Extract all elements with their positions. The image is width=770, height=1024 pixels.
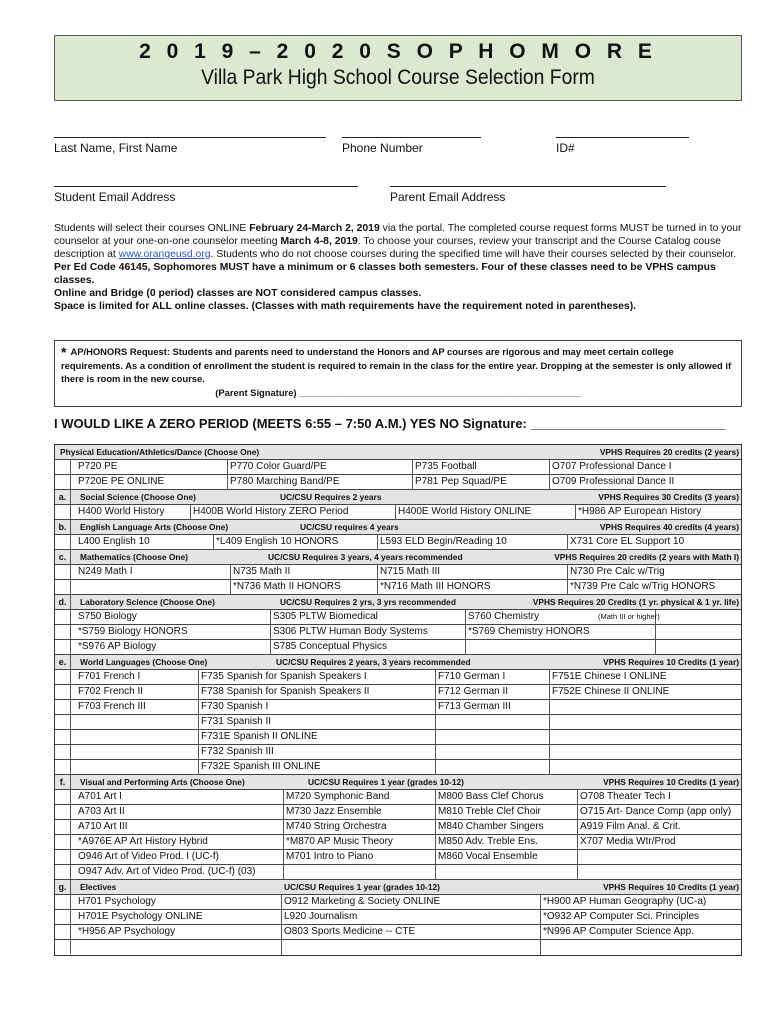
empty-cell — [75, 760, 198, 774]
section-header-wl — [55, 655, 741, 670]
asterisk-icon: * — [61, 344, 67, 360]
parent-email-field[interactable]: Parent Email Address — [390, 186, 666, 204]
row-label-cell — [55, 670, 71, 684]
section-title: Social Science (Choose One) — [80, 492, 196, 502]
section-title: Visual and Performing Arts (Choose One) — [80, 777, 245, 787]
course-option[interactable]: P781 Pep Squad/PE — [415, 476, 507, 487]
row-label-cell — [55, 820, 71, 834]
course-option[interactable]: P770 Color Guard/PE — [230, 461, 327, 472]
empty-cell — [435, 865, 577, 879]
empty-cell — [595, 640, 681, 654]
row-label-cell — [55, 865, 71, 879]
course-option[interactable]: F701 French I — [78, 671, 141, 682]
course-option[interactable]: O709 Professional Dance II — [552, 476, 675, 487]
course-option[interactable]: L400 English 10 — [78, 536, 150, 547]
section-title: Electives — [80, 882, 117, 892]
parent-signature-line[interactable]: (Parent Signature) ______________________________________________________ — [215, 387, 581, 398]
course-row — [55, 565, 741, 580]
empty-cell — [435, 730, 549, 744]
row-label-cell — [55, 835, 71, 849]
section-label: b. — [55, 520, 71, 534]
name-field[interactable]: Last Name, First Name — [54, 137, 326, 155]
empty-cell — [75, 940, 281, 954]
course-option[interactable]: P720E PE ONLINE — [78, 476, 165, 487]
course-option[interactable]: F731E Spanish II ONLINE — [201, 731, 318, 742]
empty-cell — [435, 715, 549, 729]
section-label: a. — [55, 490, 71, 504]
section-header-sci — [55, 595, 741, 610]
empty-cell — [549, 760, 741, 774]
course-row — [55, 910, 741, 925]
uc-csu-requirement: UC/CSU Requires 2 yrs, 3 yrs recommended — [280, 597, 456, 607]
phone-field[interactable]: Phone Number — [342, 137, 481, 155]
course-option[interactable]: M730 Jazz Ensemble — [286, 806, 382, 817]
course-option[interactable]: M720 Symphonic Band — [286, 791, 390, 802]
course-row — [55, 535, 741, 550]
section-label: c. — [55, 550, 71, 564]
empty-cell — [75, 745, 198, 759]
zero-period-request[interactable]: I WOULD LIKE A ZERO PERIOD (MEETS 6:55 – 7:50 A.M.) YES NO Signature: ___________________________ — [54, 416, 726, 431]
uc-csu-requirement: UC/CSU Requires 2 years — [280, 492, 382, 502]
notice-text: AP/HONORS Request: Students and parents need to understand the Honors and AP courses are rigorous and may meet certain college requirements. As a condition of enrollment the student is required to remain in the class for the entire year. Dropping at the semester is only allowed if there is room in the new course. — [61, 346, 732, 384]
empty-cell — [75, 730, 198, 744]
vphs-requirement: VPHS Requires 20 credits (2 years with Math I) — [554, 552, 739, 562]
course-option[interactable]: P735 Football — [415, 461, 477, 472]
course-row — [55, 730, 741, 745]
section-title: Physical Education/Athletics/Dance (Choose One) — [60, 447, 260, 457]
empty-cell — [595, 625, 681, 639]
course-option[interactable]: S306 PLTW Human Body Systems — [273, 626, 428, 637]
ap-honors-notice — [54, 340, 742, 407]
course-option[interactable]: O715 Art- Dance Comp (app only) — [580, 806, 732, 817]
intro-meeting-dates: March 4-8, 2019 — [280, 236, 358, 247]
intro-online-note: Online and Bridge (0 period) classes are NOT considered campus classes. — [54, 288, 422, 299]
empty-cell — [435, 760, 549, 774]
course-option[interactable]: N715 Math III — [380, 566, 441, 577]
empty-cell — [577, 865, 741, 879]
course-option[interactable]: F738 Spanish for Spanish Speakers II — [201, 686, 370, 697]
course-row — [55, 460, 741, 475]
course-option[interactable]: *S976 AP Biology — [78, 641, 157, 652]
course-option[interactable]: P720 PE — [78, 461, 118, 472]
course-row — [55, 475, 741, 490]
course-option[interactable]: O946 Art of Video Prod. I (UC-f) — [78, 851, 219, 862]
form-title-grade: 2 0 1 9 – 2 0 2 0 S O P H O M O R E — [139, 40, 657, 63]
course-row — [55, 670, 741, 685]
course-option[interactable]: M850 Adv. Treble Ens. — [438, 836, 538, 847]
row-label-cell — [55, 805, 71, 819]
course-option[interactable]: O803 Sports Medicine -- CTE — [284, 926, 416, 937]
course-row — [55, 820, 741, 835]
empty-cell — [75, 715, 198, 729]
row-label-cell — [55, 910, 71, 924]
intro-text: Students will select their courses ONLINE — [54, 223, 250, 234]
course-option[interactable]: X731 Core EL Support 10 — [570, 536, 685, 547]
row-label-cell — [55, 610, 71, 624]
intro-space-note: Space is limited for ALL online classes. (Classes with math requirements have the requirement noted in parentheses). — [54, 301, 637, 312]
course-option[interactable]: O708 Theater Tech I — [580, 791, 671, 802]
course-option[interactable]: H701 Psychology — [78, 896, 156, 907]
course-option[interactable]: S750 Biology — [78, 611, 137, 622]
course-row — [55, 505, 741, 520]
section-header-pe — [55, 445, 741, 460]
course-option[interactable]: M701 Intro to Piano — [286, 851, 374, 862]
course-option[interactable]: (Math III or higher) — [598, 612, 660, 621]
row-label-cell — [55, 625, 71, 639]
row-label-cell — [55, 580, 71, 594]
course-option[interactable]: A919 Film Anal. & Crit. — [580, 821, 681, 832]
course-option[interactable]: *H900 AP Human Geography (UC-a) — [543, 896, 707, 907]
uc-csu-requirement: UC/CSU Requires 2 years, 3 years recommended — [276, 657, 471, 667]
empty-cell — [549, 700, 741, 714]
catalog-link[interactable]: www.orangeusd.org — [118, 249, 211, 260]
row-label-cell — [55, 850, 71, 864]
course-option[interactable]: N249 Math I — [78, 566, 133, 577]
course-option[interactable]: F730 Spanish I — [201, 701, 269, 712]
course-option[interactable]: N730 Pre Calc w/Trig — [570, 566, 665, 577]
section-label: d. — [55, 595, 71, 609]
course-option[interactable]: F710 German I — [438, 671, 506, 682]
course-option[interactable]: F732E Spanish III ONLINE — [201, 761, 321, 772]
course-option[interactable]: *S769 Chemistry HONORS — [468, 626, 590, 637]
course-option[interactable]: M740 String Orchestra — [286, 821, 387, 832]
course-option[interactable]: S760 Chemistry — [468, 611, 540, 622]
course-option[interactable]: *H986 AP European History — [578, 506, 702, 517]
row-label-cell — [55, 460, 71, 474]
row-label-cell — [55, 760, 71, 774]
course-option[interactable]: L920 Journalism — [284, 911, 358, 922]
row-label-cell — [55, 895, 71, 909]
course-option[interactable]: F732 Spanish III — [201, 746, 274, 757]
student-email-field[interactable]: Student Email Address — [54, 186, 358, 204]
row-label-cell — [55, 505, 71, 519]
course-row — [55, 925, 741, 940]
section-header-ela — [55, 520, 741, 535]
uc-csu-requirement: UC/CSU Requires 1 year (grades 10-12) — [284, 882, 440, 892]
intro-text: . To choose your courses, review your transcript and the Course Catalog couse description at — [54, 236, 721, 260]
row-label-cell — [55, 715, 71, 729]
course-option[interactable]: H400B World History ZERO Period — [193, 506, 349, 517]
course-option[interactable]: *M870 AP Music Theory — [286, 836, 393, 847]
section-title: World Languages (Choose One) — [80, 657, 208, 667]
course-option[interactable]: A710 Art III — [78, 821, 128, 832]
form-title-school: Villa Park High School Course Selection Form — [201, 66, 595, 89]
course-option[interactable]: F713 German III — [438, 701, 511, 712]
section-label: f. — [55, 775, 71, 789]
course-row — [55, 865, 741, 880]
course-row — [55, 745, 741, 760]
empty-cell — [283, 865, 435, 879]
course-option[interactable]: O912 Marketing & Society ONLINE — [284, 896, 441, 907]
empty-cell — [577, 850, 741, 864]
course-option[interactable]: *L409 English 10 HONORS — [216, 536, 339, 547]
empty-cell — [540, 940, 741, 954]
course-option[interactable]: P780 Marching Band/PE — [230, 476, 340, 487]
course-option[interactable]: *O932 AP Computer Sci. Principles — [543, 911, 700, 922]
course-option[interactable]: S305 PLTW Biomedical — [273, 611, 378, 622]
course-option[interactable]: *N996 AP Computer Science App. — [543, 926, 695, 937]
section-title: Mathematics (Choose One) — [80, 552, 188, 562]
course-row — [55, 760, 741, 775]
course-row — [55, 850, 741, 865]
course-row — [55, 790, 741, 805]
empty-cell — [75, 580, 230, 594]
course-option[interactable]: *N739 Pre Calc w/Trig HONORS — [570, 581, 716, 592]
course-option[interactable]: O707 Professional Dance I — [552, 461, 672, 472]
uc-csu-requirement: UC/CSU requires 4 years — [300, 522, 399, 532]
section-header-vpa — [55, 775, 741, 790]
course-row — [55, 940, 741, 955]
row-label-cell — [55, 640, 71, 654]
row-label-cell — [55, 685, 71, 699]
course-row — [55, 685, 741, 700]
course-option[interactable]: M860 Vocal Ensemble — [438, 851, 538, 862]
intro-text: . Students who do not choose courses during the specified time will have their courses selected by their counselor. — [210, 249, 737, 260]
course-option[interactable]: X707 Media Wtr/Prod — [580, 836, 676, 847]
course-option[interactable]: A701 Art I — [78, 791, 122, 802]
course-option[interactable]: *N716 Math III HONORS — [380, 581, 491, 592]
section-title: English Language Arts (Choose One) — [80, 522, 229, 532]
course-option[interactable]: L593 ELD Begin/Reading 10 — [380, 536, 507, 547]
course-option[interactable]: F712 German II — [438, 686, 509, 697]
row-label-cell — [55, 475, 71, 489]
course-option[interactable]: F703 French III — [78, 701, 146, 712]
course-grid — [54, 444, 742, 956]
row-label-cell — [55, 535, 71, 549]
section-header-ss — [55, 490, 741, 505]
course-option[interactable]: M800 Bass Clef Chorus — [438, 791, 544, 802]
vphs-requirement: VPHS Requires 10 Credits (1 year) — [603, 657, 739, 667]
uc-csu-requirement: UC/CSU Requires 1 year (grades 10-12) — [308, 777, 464, 787]
row-label-cell — [55, 790, 71, 804]
course-row — [55, 805, 741, 820]
row-label-cell — [55, 730, 71, 744]
course-option[interactable]: H400 World History — [78, 506, 165, 517]
vphs-requirement: VPHS Requires 10 Credits (1 year) — [603, 882, 739, 892]
empty-cell — [281, 940, 540, 954]
section-header-math — [55, 550, 741, 565]
course-row — [55, 700, 741, 715]
empty-cell — [549, 715, 741, 729]
row-label-cell — [55, 745, 71, 759]
section-label: g. — [55, 880, 71, 894]
course-option[interactable]: O947 Adv. Art of Video Prod. (UC-f) (03) — [78, 866, 256, 877]
empty-cell — [435, 745, 549, 759]
course-option[interactable]: F751E Chinese I ONLINE — [552, 671, 667, 682]
course-option[interactable]: F731 Spanish II — [201, 716, 272, 727]
section-header-el — [55, 880, 741, 895]
vphs-requirement: VPHS Requires 20 Credits (1 yr. physical & 1 yr. life) — [532, 597, 739, 607]
vphs-requirement: VPHS Requires 30 Credits (3 years) — [598, 492, 739, 502]
instructions — [54, 222, 744, 313]
course-option[interactable]: *S759 Biology HONORS — [78, 626, 188, 637]
empty-cell — [549, 730, 741, 744]
section-label: e. — [55, 655, 71, 669]
course-row — [55, 715, 741, 730]
row-label-cell — [55, 925, 71, 939]
empty-cell — [549, 745, 741, 759]
course-option[interactable]: H400E World History ONLINE — [398, 506, 532, 517]
course-option[interactable]: F735 Spanish for Spanish Speakers I — [201, 671, 367, 682]
intro-ed-code: Per Ed Code 46145, Sophomores MUST have a minimum or 6 classes both semesters. Four of these classes need to be VPHS campus classes. — [54, 262, 716, 286]
course-row — [55, 895, 741, 910]
course-option[interactable]: S785 Conceptual Physics — [273, 641, 387, 652]
course-option[interactable]: A703 Art II — [78, 806, 125, 817]
course-option[interactable]: *N736 Math II HONORS — [233, 581, 341, 592]
uc-csu-requirement: UC/CSU Requires 3 years, 4 years recommended — [268, 552, 463, 562]
course-option[interactable]: M810 Treble Clef Choir — [438, 806, 541, 817]
row-label-cell — [55, 565, 71, 579]
vphs-requirement: VPHS Requires 20 credits (2 years) — [599, 447, 739, 457]
course-option[interactable]: H701E Psychology ONLINE — [78, 911, 203, 922]
vphs-requirement: VPHS Requires 40 credits (4 years) — [599, 522, 739, 532]
row-label-cell — [55, 940, 71, 954]
course-option[interactable]: N735 Math II — [233, 566, 291, 577]
course-row — [55, 580, 741, 595]
form-title-box — [54, 35, 742, 101]
course-row — [55, 640, 741, 655]
section-title: Laboratory Science (Choose One) — [80, 597, 215, 607]
course-option[interactable]: *A976E AP Art History Hybrid — [78, 836, 208, 847]
course-row — [55, 835, 741, 850]
intro-text: via the portal. The completed course request forms MUST be turned in to your counselor at your one-on-one counselor meeting — [54, 223, 742, 247]
course-option[interactable]: M840 Chamber Singers — [438, 821, 544, 832]
intro-dates: February 24-March 2, 2019 — [249, 223, 380, 234]
course-row — [55, 610, 741, 625]
course-option[interactable]: F752E Chinese II ONLINE — [552, 686, 670, 697]
vphs-requirement: VPHS Requires 10 Credits (1 year) — [603, 777, 739, 787]
id-field[interactable]: ID# — [556, 137, 689, 155]
course-option[interactable]: F702 French II — [78, 686, 144, 697]
course-row — [55, 625, 741, 640]
course-option[interactable]: *H956 AP Psychology — [78, 926, 176, 937]
row-label-cell — [55, 700, 71, 714]
